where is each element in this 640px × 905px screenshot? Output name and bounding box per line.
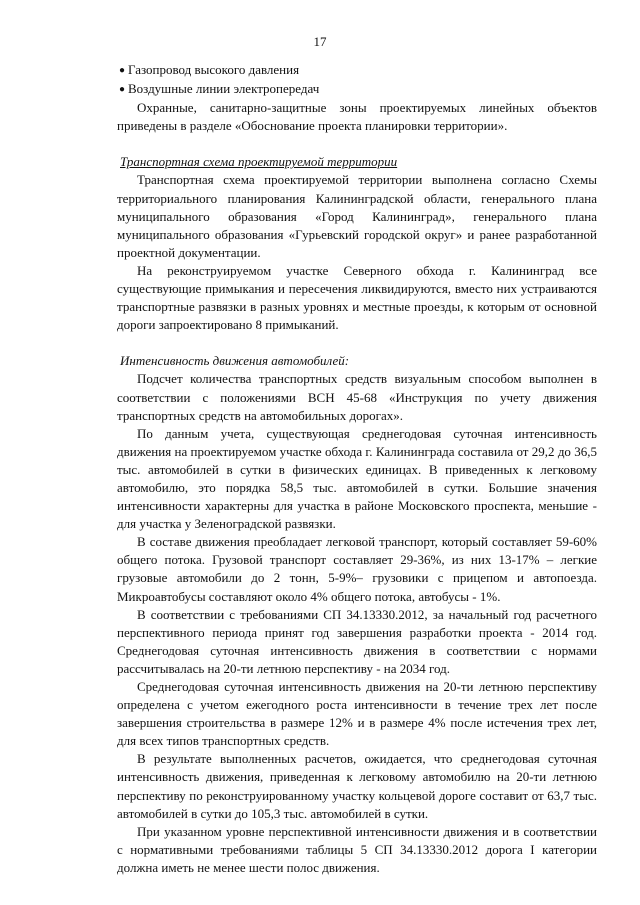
bullet-text: Воздушные линии электропередач (128, 81, 320, 97)
intensity-paragraph: В составе движения преобладает легковой транспорт, который составляет 59-60% общего потока. Грузовой транспорт составляет 29-36%, из них 13-17% – легкие грузовые автомобили до 2 тонн, 5-9%– грузовики с прицепом и автопоезда. Микроавтобусы составляют около 4% общего потока, автобусы - 1%. (117, 534, 597, 604)
bullet-dot-icon: ● (119, 65, 126, 76)
intensity-paragraph: Среднегодовая суточная интенсивность движения на 20-ти летнюю перспективу определена с учетом ежегодного роста интенсивности в течение трех лет после завершения строительства в размере 12% и в размере 4% после истечения трех лет, для всех типов транспортных средств. (117, 679, 597, 749)
bullet-item (117, 61, 597, 80)
transport-scheme-heading: Транспортная схема проектируемой территории (120, 154, 398, 170)
page-number: 17 (313, 34, 327, 49)
bullet-text: Газопровод высокого давления (128, 62, 300, 77)
intensity-paragraph: В соответствии с требованиями СП 34.13330.2012, за начальный год расчетного перспективного периода принят год завершения разработки проекта - 2014 год. Среднегодовая суточная интенсивность движения в соответствии с нормами рассчитывалась на 20-ти летнюю перспективу - на 2034 год. (117, 606, 597, 676)
intensity-paragraph: В результате выполненных расчетов, ожидается, что среднегодовая суточная интенсивность движения, приведенная к легковому автомобилю на 20-ти летнюю перспективу по реконструированному участку кольцевой дороге составит от 63,7 тыс. автомобилей в сутки до 105,3 тыс. автомобилей в сутки. (117, 751, 597, 821)
intensity-paragraph: Подсчет количества транспортных средств визуальным способом выполнен в соответствии с положениями ВСН 45-68 «Инструкция по учету движения транспортных средств на автомобильных дорогах». (117, 371, 597, 423)
document-body (117, 61, 597, 877)
protection-zones-paragraph: Охранные, санитарно-защитные зоны проектируемых линейных объектов приведены в разделе «Обоснование проекта планировки территории». (117, 100, 597, 134)
transport-paragraph: Транспортная схема проектируемой территории выполнена согласно Схемы территориального планирования Калининградской области, генерального плана муниципального образования «Город Калининград», генерального плана муниципального образования «Гурьевский городской округ» и ранее разработанной проектной документации. (117, 172, 597, 260)
intensity-paragraph: По данным учета, существующая среднегодовая суточная интенсивность движения на проектируемом участке обхода г. Калининграда составила от 29,2 до 36,5 тыс. автомобилей в сутки в физических единицах. В приведенных к легковому автомобилю, это порядка 58,5 тыс. автомобилей в сутки. Большие значения интенсивности характерны для участка в районе Московского проспекта, меньшие - для участка у Зеленоградской развязки. (117, 425, 597, 532)
transport-paragraph: На реконструируемом участке Северного обхода г. Калининград все существующие примыкания и пересечения ликвидируются, вместо них устраиваются транспортные развязки в разных уровнях и местные проезды, к которым от основной дороги запроектировано 8 примыканий. (117, 262, 597, 333)
intensity-heading: Интенсивность движения автомобилей: (120, 353, 350, 369)
bullet-dot-icon: ● (119, 84, 126, 96)
intensity-paragraph: При указанном уровне перспективной интенсивности движения и в соответствии с нормативными требованиями таблицы 5 СП 34.13330.2012 дорога I категории должна иметь не менее шести полос движения. (117, 823, 597, 875)
bullet-item (117, 80, 597, 99)
